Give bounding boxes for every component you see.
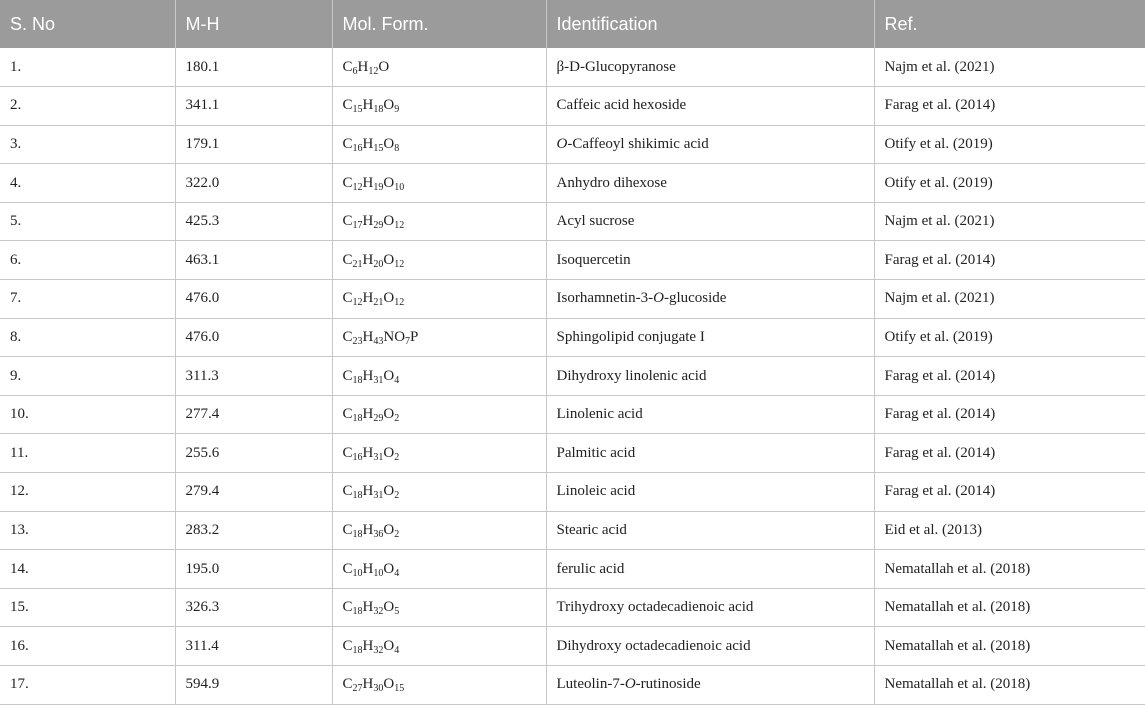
identification-text: -rutinoside — [635, 676, 701, 693]
identification-text: -Caffeoyl shikimic acid — [567, 135, 709, 152]
header-identification: Identification — [546, 0, 874, 48]
cell-sno: 2. — [0, 87, 175, 126]
cell-mh: 341.1 — [175, 87, 332, 126]
cell-sno: 13. — [0, 511, 175, 550]
formula-subscript: 31 — [373, 374, 384, 386]
formula-element: H — [362, 521, 374, 538]
formula-element: H — [362, 676, 374, 693]
table-row — [0, 357, 1145, 396]
formula-subscript: 12 — [352, 297, 363, 309]
formula-subscript: 20 — [373, 258, 384, 270]
formula-subscript: 8 — [394, 142, 400, 154]
cell-formula — [332, 48, 546, 87]
formula-element: C — [342, 599, 353, 616]
formula-subscript: 10 — [394, 181, 405, 193]
formula-subscript: 15 — [373, 142, 384, 154]
cell-formula — [332, 473, 546, 512]
formula-element: O — [383, 637, 395, 654]
cell-mh: 255.6 — [175, 434, 332, 473]
formula-subscript: 5 — [394, 606, 400, 618]
formula-element: H — [362, 97, 374, 114]
formula-element: C — [342, 560, 353, 577]
formula-element: P — [410, 328, 419, 345]
formula-subscript: 4 — [394, 644, 400, 656]
cell-identification — [546, 434, 874, 473]
cell-mh: 476.0 — [175, 318, 332, 357]
cell-mh: 283.2 — [175, 511, 332, 550]
formula-element: O — [383, 213, 395, 230]
formula-subscript: 27 — [352, 683, 363, 695]
table-row — [0, 280, 1145, 319]
formula-subscript: 30 — [373, 683, 384, 695]
formula-subscript: 18 — [352, 606, 363, 618]
cell-sno: 8. — [0, 318, 175, 357]
formula-subscript: 12 — [394, 297, 405, 309]
formula-element: O — [383, 599, 395, 616]
formula-element: C — [342, 251, 353, 268]
formula-subscript: 15 — [352, 104, 363, 116]
formula-element: O — [383, 483, 395, 500]
cell-sno: 1. — [0, 48, 175, 87]
cell-ref: Otify et al. (2019) — [874, 125, 1145, 164]
formula-subscript: 12 — [394, 220, 405, 232]
cell-identification — [546, 280, 874, 319]
formula-subscript: 4 — [394, 567, 400, 579]
formula-subscript: 29 — [373, 220, 384, 232]
cell-ref: Eid et al. (2013) — [874, 511, 1145, 550]
cell-formula — [332, 395, 546, 434]
identification-text: Anhydro dihexose — [556, 174, 667, 191]
cell-ref: Najm et al. (2021) — [874, 48, 1145, 87]
identification-text: Sphingolipid conjugate I — [556, 328, 705, 345]
cell-mh: 311.3 — [175, 357, 332, 396]
formula-subscript: 9 — [394, 104, 400, 116]
formula-subscript: 18 — [352, 490, 363, 502]
formula-element: H — [362, 444, 374, 461]
cell-ref: Najm et al. (2021) — [874, 202, 1145, 241]
cell-formula — [332, 87, 546, 126]
formula-subscript: 12 — [394, 258, 405, 270]
formula-subscript: 32 — [373, 644, 384, 656]
cell-identification — [546, 627, 874, 666]
formula-element: NO — [383, 328, 406, 345]
formula-element: C — [342, 97, 353, 114]
formula-subscript: 4 — [394, 374, 400, 386]
cell-sno: 9. — [0, 357, 175, 396]
cell-sno: 12. — [0, 473, 175, 512]
header-ref: Ref. — [874, 0, 1145, 48]
formula-element: O — [383, 444, 395, 461]
identification-text: Luteolin-7- — [556, 676, 625, 693]
cell-identification — [546, 125, 874, 164]
table-row — [0, 434, 1145, 473]
formula-element: O — [383, 174, 395, 191]
cell-mh: 279.4 — [175, 473, 332, 512]
cell-formula — [332, 550, 546, 589]
cell-ref: Farag et al. (2014) — [874, 395, 1145, 434]
cell-formula — [332, 318, 546, 357]
cell-identification — [546, 357, 874, 396]
cell-mh: 594.9 — [175, 666, 332, 705]
cell-sno: 4. — [0, 164, 175, 203]
cell-mh: 476.0 — [175, 280, 332, 319]
formula-element: H — [362, 213, 374, 230]
cell-mh: 277.4 — [175, 395, 332, 434]
formula-subscript: 12 — [352, 181, 363, 193]
identification-text: Stearic acid — [556, 521, 627, 538]
formula-element: H — [362, 406, 374, 423]
table-row — [0, 87, 1145, 126]
cell-sno: 5. — [0, 202, 175, 241]
formula-element: C — [342, 328, 353, 345]
cell-formula — [332, 588, 546, 627]
formula-subscript: 19 — [373, 181, 384, 193]
formula-element: H — [362, 367, 374, 384]
cell-ref: Nematallah et al. (2018) — [874, 627, 1145, 666]
formula-element: H — [362, 174, 374, 191]
formula-subscript: 43 — [373, 335, 384, 347]
cell-formula — [332, 511, 546, 550]
table-row — [0, 48, 1145, 87]
cell-ref: Otify et al. (2019) — [874, 318, 1145, 357]
identification-text: Palmitic acid — [556, 444, 636, 461]
cell-ref: Otify et al. (2019) — [874, 164, 1145, 203]
formula-subscript: 12 — [368, 65, 379, 77]
cell-formula — [332, 202, 546, 241]
formula-subscript: 2 — [394, 528, 400, 540]
cell-formula — [332, 627, 546, 666]
formula-element: O — [383, 676, 395, 693]
cell-ref: Farag et al. (2014) — [874, 241, 1145, 280]
cell-sno: 16. — [0, 627, 175, 666]
formula-element: C — [342, 637, 353, 654]
cell-identification — [546, 318, 874, 357]
cell-mh: 179.1 — [175, 125, 332, 164]
formula-subscript: 23 — [352, 335, 363, 347]
formula-subscript: 15 — [394, 683, 405, 695]
table-row — [0, 125, 1145, 164]
table-row — [0, 202, 1145, 241]
formula-element: O — [383, 251, 395, 268]
formula-element: H — [362, 290, 374, 307]
formula-subscript: 18 — [373, 104, 384, 116]
formula-element: C — [342, 174, 353, 191]
table-row — [0, 588, 1145, 627]
cell-formula — [332, 357, 546, 396]
identification-text: Dihydroxy linolenic acid — [556, 367, 707, 384]
cell-identification — [546, 550, 874, 589]
formula-element: C — [342, 444, 353, 461]
formula-element: H — [362, 560, 374, 577]
table-header — [0, 0, 1145, 48]
cell-ref: Nematallah et al. (2018) — [874, 666, 1145, 705]
identification-text: O — [556, 135, 568, 152]
identification-text: Linoleic acid — [556, 483, 636, 500]
identification-text: Trihydroxy octadecadienoic acid — [556, 599, 754, 616]
formula-element: C — [342, 367, 353, 384]
formula-subscript: 21 — [373, 297, 384, 309]
formula-element: H — [362, 251, 374, 268]
cell-ref: Farag et al. (2014) — [874, 434, 1145, 473]
identification-text: Acyl sucrose — [556, 213, 635, 230]
cell-sno: 17. — [0, 666, 175, 705]
identification-text: Isoquercetin — [556, 251, 631, 268]
formula-subscript: 32 — [373, 606, 384, 618]
formula-subscript: 21 — [352, 258, 363, 270]
header-mol-form: Mol. Form. — [332, 0, 546, 48]
cell-ref: Farag et al. (2014) — [874, 357, 1145, 396]
cell-mh: 322.0 — [175, 164, 332, 203]
formula-element: C — [342, 58, 353, 75]
cell-formula — [332, 241, 546, 280]
cell-identification — [546, 241, 874, 280]
cell-mh: 425.3 — [175, 202, 332, 241]
cell-ref: Nematallah et al. (2018) — [874, 550, 1145, 589]
formula-subscript: 18 — [352, 413, 363, 425]
table-row — [0, 511, 1145, 550]
identification-text: Isorhamnetin-3- — [556, 290, 654, 307]
formula-subscript: 2 — [394, 490, 400, 502]
formula-element: C — [342, 213, 353, 230]
cell-mh: 326.3 — [175, 588, 332, 627]
cell-sno: 14. — [0, 550, 175, 589]
formula-element: O — [383, 406, 395, 423]
table-row — [0, 395, 1145, 434]
cell-ref: Nematallah et al. (2018) — [874, 588, 1145, 627]
formula-element: H — [362, 599, 374, 616]
cell-ref: Najm et al. (2021) — [874, 280, 1145, 319]
table-body — [0, 48, 1145, 704]
identification-text: Caffeic acid hexoside — [556, 97, 687, 114]
cell-identification — [546, 473, 874, 512]
formula-subscript: 18 — [352, 374, 363, 386]
cell-mh: 195.0 — [175, 550, 332, 589]
cell-sno: 11. — [0, 434, 175, 473]
cell-identification — [546, 48, 874, 87]
cell-sno: 7. — [0, 280, 175, 319]
formula-subscript: 31 — [373, 451, 384, 463]
formula-element: C — [342, 521, 353, 538]
header-row — [0, 0, 1145, 48]
header-sno: S. No — [0, 0, 175, 48]
cell-sno: 3. — [0, 125, 175, 164]
table-row — [0, 627, 1145, 666]
formula-element: O — [383, 367, 395, 384]
cell-identification — [546, 87, 874, 126]
cell-identification — [546, 511, 874, 550]
formula-subscript: 29 — [373, 413, 384, 425]
formula-subscript: 18 — [352, 528, 363, 540]
cell-ref: Farag et al. (2014) — [874, 87, 1145, 126]
table-row — [0, 473, 1145, 512]
table-row — [0, 550, 1145, 589]
cell-sno: 15. — [0, 588, 175, 627]
table-row — [0, 241, 1145, 280]
table-row — [0, 164, 1145, 203]
formula-element: C — [342, 483, 353, 500]
cell-mh: 463.1 — [175, 241, 332, 280]
cell-formula — [332, 434, 546, 473]
cell-sno: 10. — [0, 395, 175, 434]
cell-sno: 6. — [0, 241, 175, 280]
table-row — [0, 666, 1145, 705]
formula-subscript: 10 — [373, 567, 384, 579]
identification-text: O — [653, 290, 664, 307]
cell-identification — [546, 666, 874, 705]
formula-element: H — [362, 135, 374, 152]
formula-subscript: 31 — [373, 490, 384, 502]
table-row — [0, 318, 1145, 357]
cell-identification — [546, 202, 874, 241]
formula-element: O — [383, 521, 395, 538]
formula-element: C — [342, 290, 353, 307]
cell-formula — [332, 164, 546, 203]
formula-subscript: 17 — [352, 220, 363, 232]
identification-text: Linolenic acid — [556, 406, 643, 423]
formula-subscript: 18 — [352, 644, 363, 656]
identification-text: ferulic acid — [556, 560, 625, 577]
header-mh: M-H — [175, 0, 332, 48]
formula-subscript: 10 — [352, 567, 363, 579]
formula-element: C — [342, 135, 353, 152]
formula-subscript: 2 — [394, 413, 400, 425]
identification-text: -glucoside — [663, 290, 727, 307]
formula-element: H — [357, 58, 369, 75]
formula-element: C — [342, 406, 353, 423]
formula-element: C — [342, 676, 353, 693]
formula-element: O — [383, 290, 395, 307]
formula-subscript: 2 — [394, 451, 400, 463]
cell-identification — [546, 164, 874, 203]
formula-element: O — [383, 97, 395, 114]
formula-element: H — [362, 328, 374, 345]
cell-formula — [332, 125, 546, 164]
identification-text: β-D-Glucopyranose — [556, 58, 676, 75]
cell-formula — [332, 280, 546, 319]
formula-element: H — [362, 637, 374, 654]
identification-text: Dihydroxy octadecadienoic acid — [556, 637, 751, 654]
formula-subscript: 36 — [373, 528, 384, 540]
formula-subscript: 16 — [352, 142, 363, 154]
identification-text: O — [624, 676, 636, 693]
formula-subscript: 7 — [405, 335, 411, 347]
cell-identification — [546, 395, 874, 434]
formula-subscript: 16 — [352, 451, 363, 463]
cell-formula — [332, 666, 546, 705]
formula-element: O — [383, 135, 395, 152]
formula-element: O — [383, 560, 395, 577]
cell-ref: Farag et al. (2014) — [874, 473, 1145, 512]
formula-element: H — [362, 483, 374, 500]
cell-mh: 180.1 — [175, 48, 332, 87]
formula-element: O — [378, 58, 390, 75]
cell-mh: 311.4 — [175, 627, 332, 666]
cell-identification — [546, 588, 874, 627]
formula-subscript: 6 — [352, 65, 358, 77]
